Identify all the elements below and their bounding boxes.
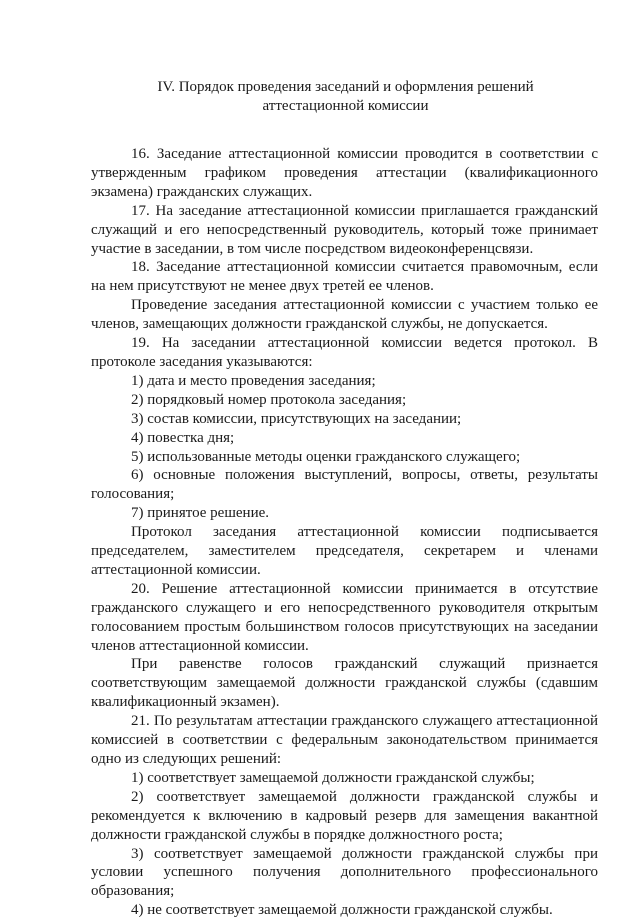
paragraph: 21. По результатам аттестации гражданского служащего аттестационной комиссией в соответствии с федеральным законодательством принимается одно из следующих решений:	[91, 713, 598, 767]
paragraph: 19. На заседании аттестационной комиссии ведется протокол. В протоколе заседания указываются:	[91, 335, 598, 370]
list-item: 5) использованные методы оценки гражданского служащего;	[131, 448, 521, 465]
list-item: 3) состав комиссии, присутствующих на заседании;	[131, 410, 462, 427]
list-item: 4) не соответствует замещаемой должности гражданской службы.	[131, 902, 553, 919]
list-item: 2) соответствует замещаемой должности гражданской службы и рекомендуется к включению в кадровый резерв для замещения вакантной должности гражданской службы в порядке должностного роста;	[91, 788, 598, 843]
section-heading-line-1: IV. Порядок проведения заседаний и оформления решений	[157, 79, 534, 95]
list-item: 6) основные положения выступлений, вопросы, ответы, результаты голосования;	[91, 467, 598, 503]
document-body	[91, 145, 598, 920]
paragraph: Проведение заседания аттестационной комиссии с участием только ее членов, замещающих должности гражданской службы, не допускается.	[91, 297, 598, 333]
list-item: 7) принятое решение.	[131, 505, 270, 522]
paragraph: 20. Решение аттестационной комиссии принимается в отсутствие гражданского служащего и его непосредственного руководителя открытым голосованием простым большинством голосов присутствующих на заседании членов аттестационной комиссии.	[91, 580, 598, 654]
paragraph: 18. Заседание аттестационной комиссии считается правомочным, если на нем присутствуют не менее двух третей ее членов.	[91, 259, 598, 295]
section-heading-line-2: аттестационной комиссии	[262, 98, 429, 114]
section-heading	[91, 78, 598, 116]
paragraph: При равенстве голосов гражданский служащий признается соответствующим замещаемой должности гражданской службы (сдавшим квалификационный экзамен).	[91, 656, 598, 711]
list-item: 3) соответствует замещаемой должности гражданской службы при условии успешного получения дополнительного профессионального образования;	[91, 845, 598, 900]
paragraph: 17. На заседание аттестационной комиссии приглашается гражданский служащий и его непосредственный руководитель, который тоже принимает участие в заседании, в том числе посредством видеоконференцсвязи.	[91, 202, 598, 257]
list-item: 1) соответствует замещаемой должности гражданской службы;	[131, 769, 535, 786]
list-item: 1) дата и место проведения заседания;	[131, 372, 376, 389]
list-item: 4) повестка дня;	[131, 429, 235, 446]
paragraph: 16. Заседание аттестационной комиссии проводится в соответствии с утвержденным графиком проведения аттестации (квалификационного экзамена) гражданских служащих.	[91, 146, 598, 200]
list-item: 2) порядковый номер протокола заседания;	[131, 391, 407, 408]
paragraph: Протокол заседания аттестационной комиссии подписывается председателем, заместителем председателя, секретарем и членами аттестационной комиссии.	[91, 524, 598, 578]
